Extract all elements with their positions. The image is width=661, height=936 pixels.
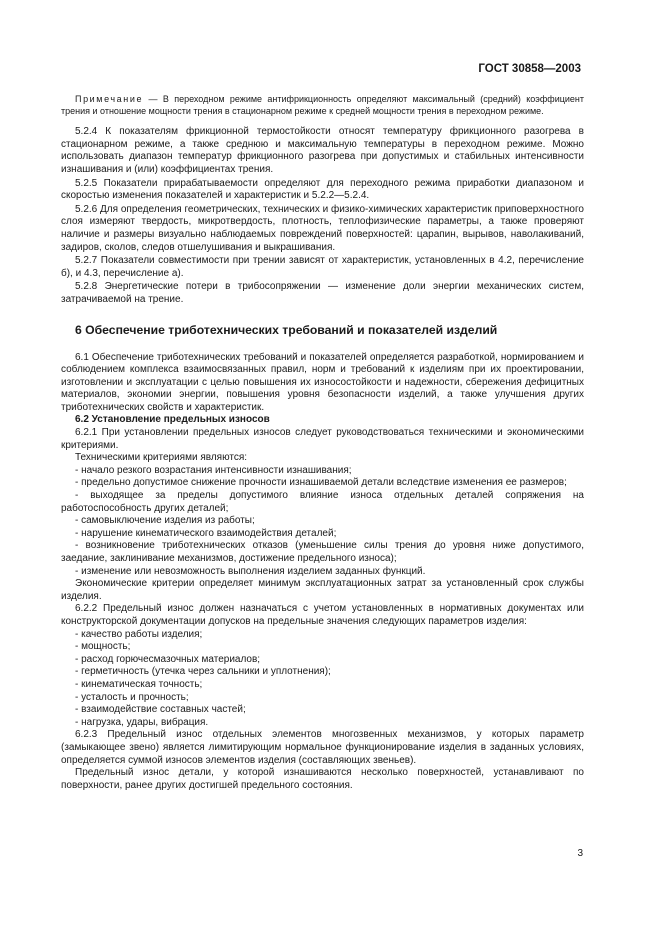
list-item: - герметичность (утечка через сальники и уплотнения);: [75, 666, 331, 678]
list-item: - нагрузка, удары, вибрация.: [75, 716, 209, 728]
clause-5-2-8: 5.2.8 Энергетические потери в трибосопряжении — изменение доли энергии механических систем, затрачиваемой на трение.: [61, 281, 584, 305]
document-code: ГОСТ 30858—2003: [478, 63, 581, 75]
clause-6-2-2: 6.2.2 Предельный износ должен назначаться с учетом установленных в нормативных документах или конструкторской документации допусков на предельные значения следующих параметров изделия:: [61, 603, 584, 627]
list-item: - усталость и прочность;: [75, 691, 189, 703]
list-item: - изменение или невозможность выполнения изделием заданных функций.: [75, 565, 426, 577]
note-text: — В переходном режиме антифрикционность определяют максимальный (средний) коэффициент трения и отношение мощности трения в стационарном режиме к средней мощности трения в переходном режиме.: [61, 94, 584, 116]
list-item: - начало резкого возрастания интенсивности изнашивания;: [75, 464, 352, 476]
list-item: - самовыключение изделия из работы;: [75, 515, 255, 527]
final-paragraph: Предельный износ детали, у которой изнашиваются несколько поверхностей, устанавливают по поверхности, ранее других достигшей предельного состояния.: [61, 767, 584, 791]
note-paragraph: [61, 94, 584, 117]
subsection-6-2-title: 6.2 Установление предельных износов: [75, 414, 270, 426]
list-item: - мощность;: [75, 641, 131, 653]
section-6-title: 6 Обеспечение триботехнических требований и показателей изделий: [75, 322, 498, 337]
clause-5-2-5: 5.2.5 Показатели прирабатываемости определяют для переходного режима приработки диапазоном и скоростью изменения показателей и характеристик и 5.2.2—5.2.4.: [61, 177, 584, 202]
list-item: - предельно допустимое снижение прочности изнашиваемой детали вследствие изменения ее размеров;: [75, 477, 567, 489]
document-body: [61, 94, 584, 792]
tech-criteria-intro: Техническими критериями являются:: [75, 452, 248, 464]
clause-6-1: 6.1 Обеспечение триботехнических требований и показателей определяется разработкой, нормированием и соблюдением комплекса взаимосвязанных правил, норм и требований к изделиям при их проектировании, изготовлении и эксплуатации с целью повышения их износостойкости и надежности, сбережения дефицитных материалов, экономии энергии, повышения уровня безопасности изделий, а также улучшения других триботехнических свойств и характеристик.: [61, 351, 584, 413]
list-item: - расход горючесмазочных материалов;: [75, 653, 261, 665]
list-item: - возникновение триботехнических отказов (уменьшение силы трения до уровня ниже допустимого, заедание, заклинивание механизмов, достижение предельного износа);: [61, 540, 584, 564]
clause-6-2-3: 6.2.3 Предельный износ отдельных элементов многозвенных механизмов, у которых параметр (замыкающее звено) является лимитирующим нормальное функционирование изделия в заданных условиях, определяется суммой износов элементов изделия (составляющих звеньев).: [61, 729, 584, 766]
clause-5-2-4: 5.2.4 К показателям фрикционной термостойкости относят температуру фрикционного разогрева в стационарном режиме, а также среднюю и максимальную температуры в переходном режиме. Можно использовать диапазон температур фрикционного разогрева при допустимых и стабильных интенсивности изнашивания и (или) коэффициентах трения.: [61, 126, 584, 175]
clause-6-2-1: 6.2.1 При установлении предельных износов следует руководствоваться техническими и экономическими критериями.: [61, 427, 584, 451]
list-item: - выходящее за пределы допустимого влияние износа отдельных деталей сопряжения на работоспособность других деталей;: [61, 490, 584, 514]
clause-5-2-6: 5.2.6 Для определения геометрических, технических и физико-химических характеристик приповерхностного слоя измеряют твердость, микротвердость, плотность, теплофизические параметры, а также проверяют наличие и размеры визуально наблюдаемых повреждений поверхностей: царапин, вырывов, наволакиваний, задиров, сколов, следов отшелушивания и выкрашивания.: [61, 203, 584, 253]
list-item: - кинематическая точность;: [75, 678, 203, 690]
page-number: 3: [577, 848, 583, 859]
list-item: - взаимодействие составных частей;: [75, 704, 246, 716]
clause-5-2-7: 5.2.7 Показатели совместимости при трении зависят от характеристик, установленных в 4.2, перечисление б), и 4.3, перечисление а).: [61, 255, 584, 279]
list-item: - качество работы изделия;: [75, 628, 203, 640]
note-label: Примечание: [75, 94, 144, 104]
list-item: - нарушение кинематического взаимодействия деталей;: [75, 527, 337, 539]
econ-criteria: Экономические критерии определяет минимум эксплуатационных затрат за установленный срок службы изделия.: [61, 578, 584, 602]
